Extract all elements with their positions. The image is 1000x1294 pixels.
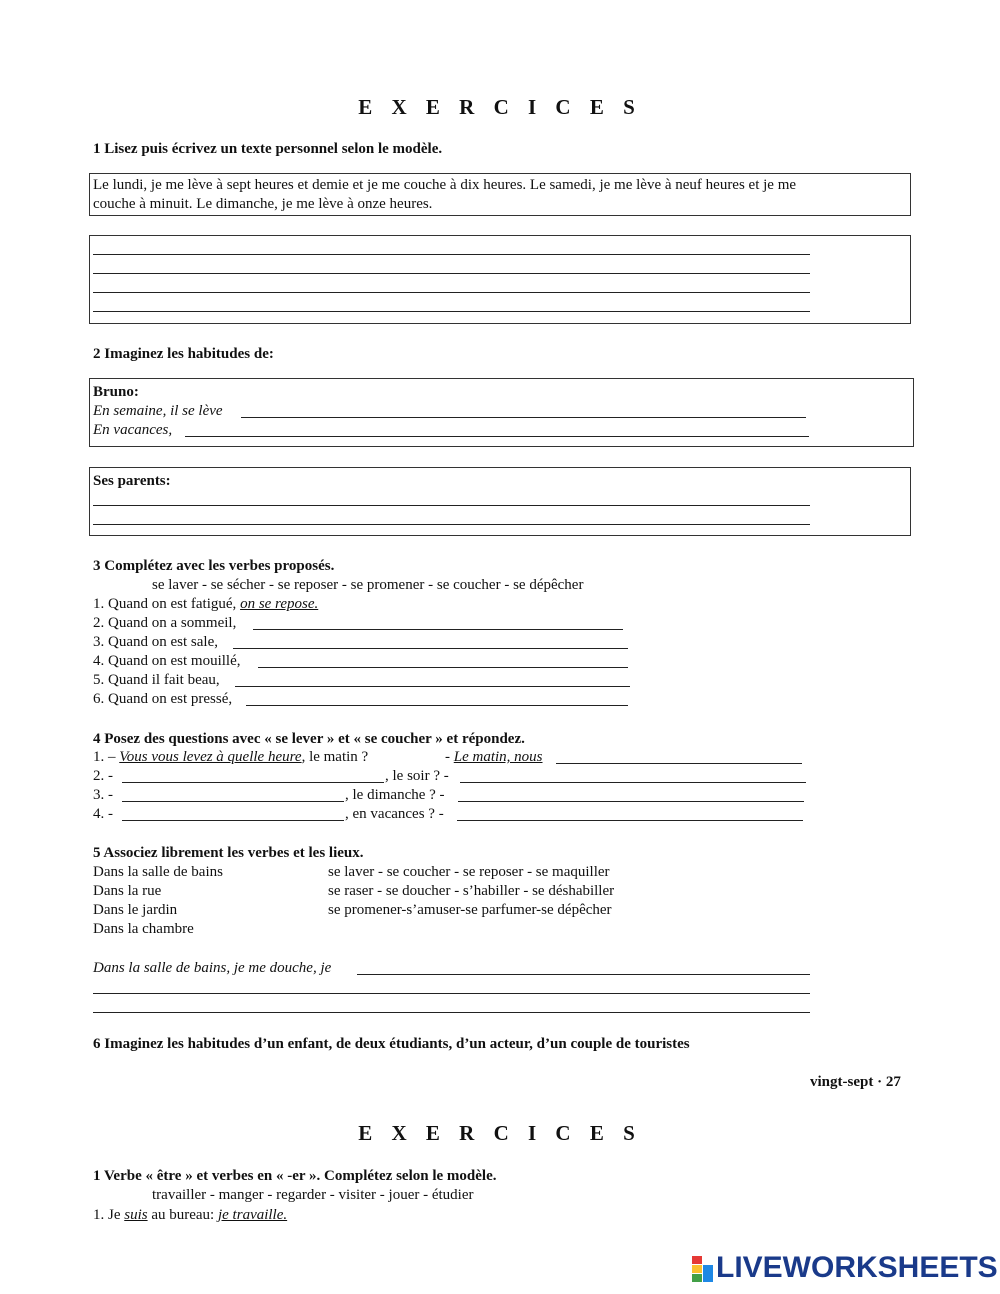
ex4-row-3-mid: , le dimanche ? - — [345, 787, 445, 803]
ex2-parents-box — [89, 467, 911, 536]
ex1-model-box — [89, 173, 911, 216]
ex7-example-verb: suis — [124, 1207, 148, 1223]
logo-square — [692, 1274, 702, 1282]
ex3-item-1: 1. Quand on est fatigué, on se repose. — [93, 596, 319, 612]
ex4-row-1: 1. – Vous vous levez à quelle heure, le matin ? — [93, 749, 369, 765]
ex4-row-2-answer-blank[interactable] — [460, 782, 806, 783]
ex4-row-4-num: 4. - — [93, 806, 113, 822]
ex1-model-line2: couche à minuit. Le dimanche, je me lève à onze heures. — [93, 196, 433, 212]
ex5-place-2: Dans la rue — [93, 883, 162, 899]
ex5-example-blank[interactable] — [357, 974, 810, 975]
ex3-item-2-blank[interactable] — [253, 629, 623, 630]
ex7-example-answer: je travaille. — [217, 1207, 288, 1223]
ex3-item-3-blank[interactable] — [233, 648, 628, 649]
ex4-row-2-num: 2. - — [93, 768, 113, 784]
answer-line[interactable] — [93, 993, 810, 994]
answer-line[interactable] — [93, 292, 810, 293]
ex3-item-5-blank[interactable] — [235, 686, 630, 687]
ex5-place-4: Dans la chambre — [93, 921, 194, 937]
ex3-item-6: 6. Quand on est pressé, — [93, 691, 233, 707]
bruno-line1-label: En semaine, il se lève — [93, 403, 223, 419]
ex5-place-3: Dans le jardin — [93, 902, 178, 918]
parents-label: Ses parents: — [93, 473, 171, 489]
ex2-bruno-box — [89, 378, 914, 447]
ex4-row-1-answer-block: - Le matin, nous — [445, 749, 543, 765]
ex4-row-4-answer-blank[interactable] — [457, 820, 803, 821]
answer-line[interactable] — [93, 505, 810, 506]
answer-line[interactable] — [93, 311, 810, 312]
ex3-item-6-blank[interactable] — [246, 705, 628, 706]
logo-square — [692, 1256, 702, 1264]
ex4-row-3-num: 3. - — [93, 787, 113, 803]
liveworksheets-logo-icon — [692, 1256, 714, 1282]
ex3-item-3: 3. Quand on est sale, — [93, 634, 218, 650]
ex1-answer-box[interactable] — [89, 235, 911, 324]
ex4-row-4-mid: , en vacances ? - — [345, 806, 444, 822]
logo-square — [703, 1265, 713, 1282]
ex3-item-4-blank[interactable] — [258, 667, 628, 668]
answer-line[interactable] — [93, 1012, 810, 1013]
ex5-verbs-3: se promener-s’amuser-se parfumer-se dépêcher — [328, 902, 612, 918]
ex4-row-2-question-blank[interactable] — [122, 782, 384, 783]
bruno-line2-blank[interactable] — [185, 436, 809, 437]
page-title-2: E X E R C I C E S — [358, 1121, 642, 1145]
ex5-verbs-2: se raser - se doucher - s’habiller - se déshabiller — [328, 883, 615, 899]
ex7-verbs: travailler - manger - regarder - visiter - jouer - étudier — [152, 1187, 474, 1203]
ex2-heading: 2 Imaginez les habitudes de: — [93, 346, 274, 362]
ex7-example: 1. Je suis au bureau: je travaille. — [93, 1207, 288, 1223]
page-number: vingt-sept · 27 — [810, 1074, 901, 1090]
ex6-heading: 6 Imaginez les habitudes d’un enfant, de deux étudiants, d’un acteur, d’un couple de touristes — [93, 1036, 690, 1052]
logo-square — [692, 1265, 702, 1273]
bruno-line1-blank[interactable] — [241, 417, 806, 418]
page-title: E X E R C I C E S — [358, 95, 642, 119]
ex1-heading: 1 Lisez puis écrivez un texte personnel selon le modèle. — [93, 141, 443, 157]
ex4-row-1-question: Vous vous levez à quelle heure — [119, 749, 302, 765]
ex4-row-4-question-blank[interactable] — [122, 820, 344, 821]
ex5-heading: 5 Associez librement les verbes et les lieux. — [93, 845, 364, 861]
ex5-verbs-1: se laver - se coucher - se reposer - se maquiller — [328, 864, 610, 880]
ex1-model-line1: Le lundi, je me lève à sept heures et demie et je me couche à dix heures. Le samedi, je me lève à neuf heures et je me — [93, 177, 797, 193]
ex3-item-4: 4. Quand on est mouillé, — [93, 653, 241, 669]
ex5-place-1: Dans la salle de bains — [93, 864, 223, 880]
ex4-row-3-answer-blank[interactable] — [458, 801, 804, 802]
ex3-verbs: se laver - se sécher - se reposer - se promener - se coucher - se dépêcher — [152, 577, 584, 593]
bruno-line2-label: En vacances, — [93, 422, 173, 438]
answer-line[interactable] — [93, 273, 810, 274]
ex4-row-1-answer: Le matin, nous — [453, 749, 543, 765]
ex4-row-2-mid: , le soir ? - — [385, 768, 449, 784]
bruno-label: Bruno: — [93, 384, 139, 400]
ex3-item-1-answer: on se repose. — [240, 596, 319, 612]
liveworksheets-logo-text: LIVEWORKSHEETS — [716, 1251, 998, 1284]
ex5-example: Dans la salle de bains, je me douche, je — [93, 960, 332, 976]
answer-line[interactable] — [93, 524, 810, 525]
ex3-item-5: 5. Quand il fait beau, — [93, 672, 220, 688]
ex4-heading: 4 Posez des questions avec « se lever » et « se coucher » et répondez. — [93, 731, 525, 747]
ex3-heading: 3 Complétez avec les verbes proposés. — [93, 558, 335, 574]
ex4-row-3-question-blank[interactable] — [122, 801, 344, 802]
ex4-row-1-blank[interactable] — [556, 763, 802, 764]
answer-line[interactable] — [93, 254, 810, 255]
ex3-item-2: 2. Quand on a sommeil, — [93, 615, 237, 631]
ex7-heading: 1 Verbe « être » et verbes en « -er ». Complétez selon le modèle. — [93, 1168, 497, 1184]
